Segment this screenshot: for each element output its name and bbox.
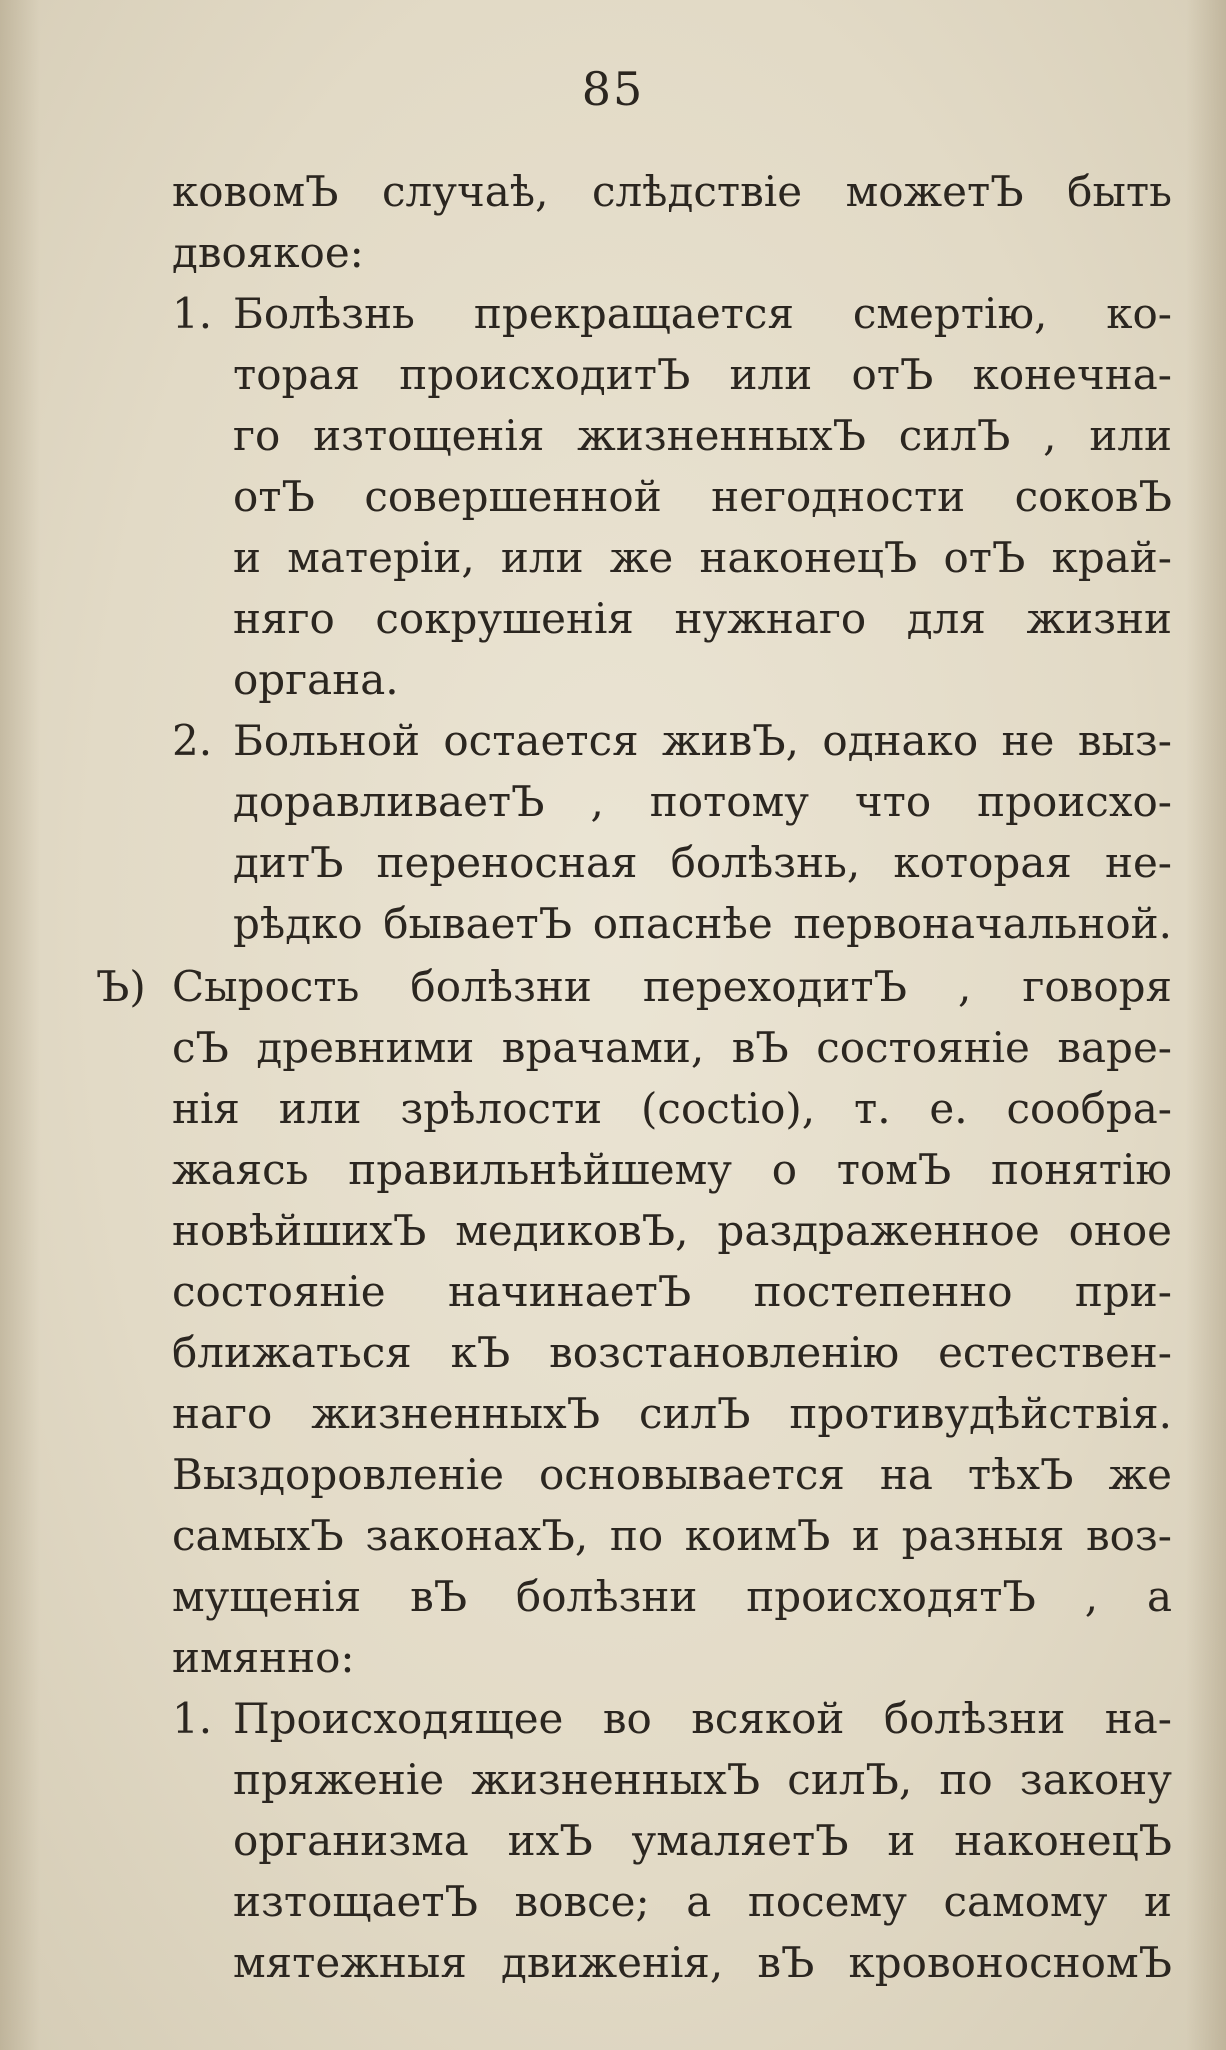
text-line: го изтощенія жизненныхЪ силЪ , или [233, 411, 1172, 460]
page-edge-left [0, 0, 40, 2050]
text-line: нія или зрѣлости (coctio), т. е. сообра- [172, 1084, 1172, 1133]
text-line: Происходящее во всякой болѣзни на- [233, 1694, 1172, 1743]
text-line: наго жизненныхЪ силЪ противудѣйствія. [172, 1389, 1172, 1438]
text-line: торая происходитЪ или отЪ конечна- [233, 350, 1172, 399]
section-marker: Ъ) [96, 962, 146, 1011]
text-line: организма ихЪ умаляетЪ и наконецЪ [233, 1816, 1172, 1865]
text-line: мущенія вЪ болѣзни происходятЪ , а [172, 1572, 1172, 1621]
text-line: няго сокрушенія нужнаго для жизни [233, 594, 1172, 643]
text-line: Болѣзнь прекращается смертію, ко- [233, 289, 1172, 338]
list-marker: 2. [172, 716, 213, 765]
text-line: мятежныя движенія, вЪ кровоносномЪ [233, 1938, 1172, 1987]
text-line: Больной остается живЪ, однако не выз- [233, 716, 1172, 765]
text-line: отЪ совершенной негодности соковЪ [233, 472, 1172, 521]
text-line: доравливаетЪ , потому что происхо- [233, 777, 1172, 826]
text-line: органа. [233, 655, 399, 704]
text-line: и матеріи, или же наконецЪ отЪ край- [233, 533, 1172, 582]
text-line: ковомЪ случаѣ, слѣдствіе можетЪ быть [172, 167, 1172, 216]
list-marker: 1. [172, 289, 213, 338]
text-line: двоякое: [172, 228, 364, 277]
text-line: новѣйшихЪ медиковЪ, раздраженное оное [172, 1206, 1172, 1255]
text-line: пряженіе жизненныхЪ силЪ, по закону [233, 1755, 1172, 1804]
page-edge-right [1186, 0, 1226, 2050]
page-number: 85 [581, 62, 645, 116]
text-line: ближаться кЪ возстановленію естествен- [172, 1328, 1172, 1377]
text-line: Сырость болѣзни переходитЪ , говоря [172, 962, 1172, 1011]
text-line: рѣдко бываетЪ опаснѣе первоначальной. [233, 899, 1172, 948]
text-line: дитЪ переносная болѣзнь, которая не- [233, 838, 1172, 887]
list-marker: 1. [172, 1694, 213, 1743]
text-line: состояніе начинаетЪ постепенно при- [172, 1267, 1172, 1316]
text-line: Выздоровленіе основывается на тѣхЪ же [172, 1450, 1172, 1499]
text-line: жаясь правильнѣйшему о томЪ понятію [172, 1145, 1172, 1194]
text-line: имянно: [172, 1633, 355, 1682]
text-line: изтощаетЪ вовсе; а посему самому и [233, 1877, 1172, 1926]
text-line: сЪ древними врачами, вЪ состояніе варе- [172, 1023, 1172, 1072]
text-line: самыхЪ законахЪ, по коимЪ и разныя воз- [172, 1511, 1172, 1560]
